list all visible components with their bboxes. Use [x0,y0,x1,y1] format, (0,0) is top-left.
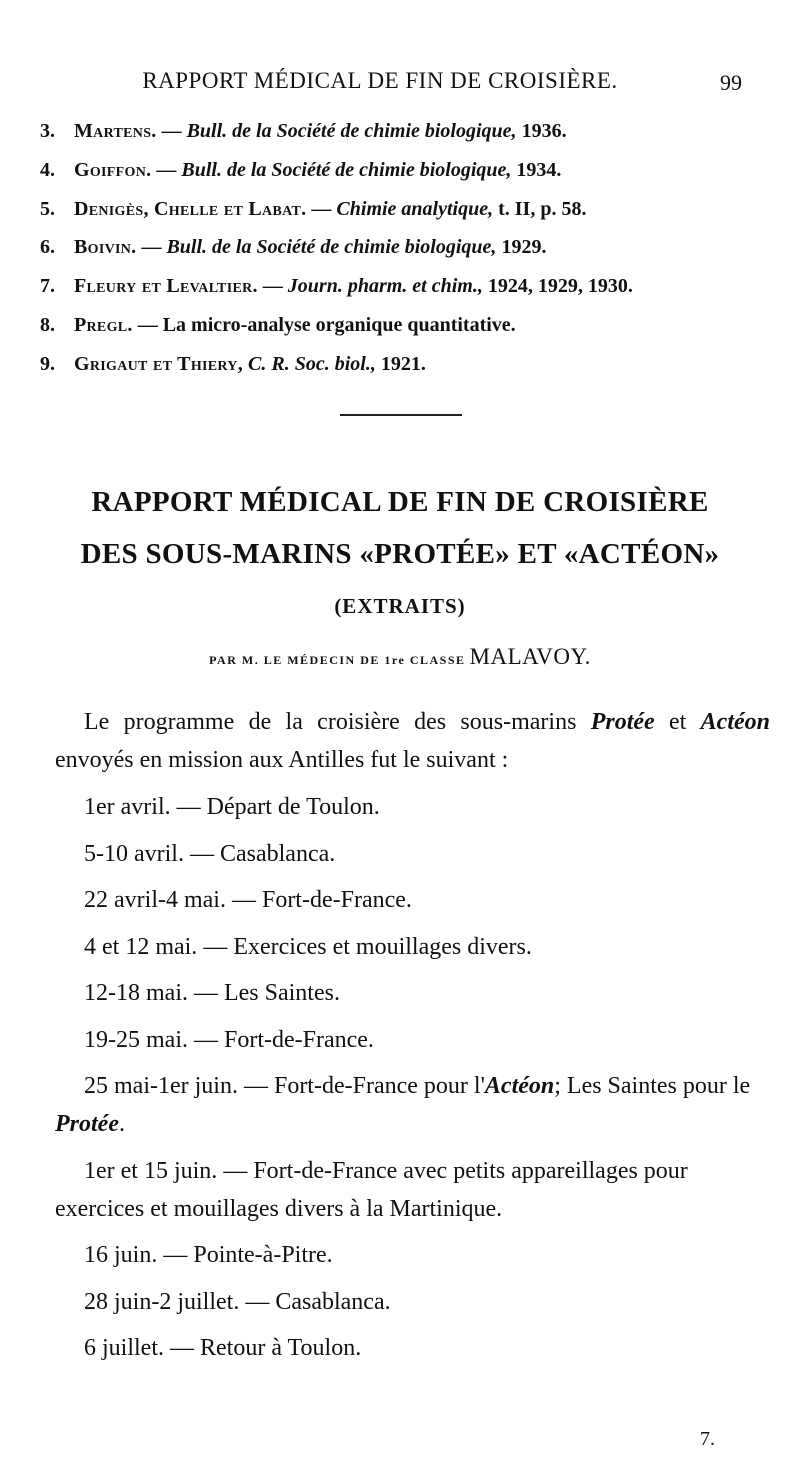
reference-separator: — [151,158,182,181]
reference-item [40,112,780,151]
article-title: RAPPORT MÉDICAL DE FIN DE CROISIÈRE [91,486,709,518]
intro-paragraph [55,703,770,779]
itinerary-date: 28 juin-2 juillet. [84,1288,240,1315]
reference-item [40,267,780,306]
reference-source: Bull. de la Société de chimie biologique, [186,120,517,142]
reference-source: C. R. Soc. biol., [248,352,376,375]
itinerary-entry [55,974,775,1012]
reference-item [40,345,780,384]
reference-source: Journ. pharm. et chim., [287,275,483,298]
itinerary-description: — Retour à Toulon. [164,1335,362,1361]
reference-detail: 1921. [375,352,426,375]
itinerary-entry [55,1283,775,1321]
reference-detail: La micro-analyse organique quantitative. [162,313,516,336]
itinerary-entry [55,1329,775,1367]
reference-authors: Grigaut et Thiery, [74,352,244,375]
itinerary-description: — Casablanca. [183,840,336,867]
itinerary-entry [55,1067,775,1143]
itinerary-description: — Les Saintes. [187,980,340,1006]
reference-detail: 1929. [496,236,547,259]
section-divider [340,414,462,416]
itinerary-date: 22 avril-4 mai. [84,887,226,913]
reference-detail: 1934. [511,158,562,181]
reference-number: 7. [40,275,55,298]
itinerary-description: — Fort-de-France. [187,1026,374,1053]
reference-source: Bull. de la Société de chimie biologique, [181,158,512,181]
reference-separator: — [132,313,163,336]
byline-prefix: PAR M. LE MÉDECIN DE 1re CLASSE [209,653,466,667]
reference-authors: Denigès, Chelle et Labat. [74,197,307,220]
itinerary-date: 12-18 mai. [84,980,188,1006]
itinerary-description: — Fort-de-France avec petits appareillages pour exercices et mouillages divers à la Martinique. [55,1157,688,1222]
reference-source: Chimie analytique, [336,197,494,220]
reference-number: 6. [40,236,55,259]
itinerary-entry [55,1021,775,1059]
reference-separator: — [136,236,167,259]
article-extracts-label: (EXTRAITS) [334,594,466,618]
itinerary-date: 5-10 avril. [84,840,184,867]
reference-separator: — [257,275,288,298]
reference-authors: Fleury et Levaltier. [74,275,258,298]
reference-number: 3. [40,120,55,142]
itinerary-description: . [118,1111,125,1137]
page-number: 99 [720,70,742,95]
reference-separator: — [156,120,187,142]
itinerary-description: — Pointe-à-Pitre. [157,1242,333,1268]
reference-detail: 1924, 1929, 1930. [482,275,633,298]
itinerary-entry [55,1152,775,1228]
itinerary-date: 19-25 mai. [84,1026,188,1053]
byline-author: MALAVOY. [469,644,591,669]
reference-authors: Goiffon. [74,158,152,181]
reference-authors: Martens. [74,120,157,142]
reference-authors: Pregl. [74,313,133,336]
itinerary-date: 4 et 12 mai. [84,933,198,960]
vessel-name: Protée [55,1111,119,1137]
itinerary-description: — Exercices et mouillages divers. [197,933,532,960]
itinerary-date: 25 mai-1er juin. [84,1073,238,1099]
itinerary-description: — Casablanca. [239,1288,391,1315]
itinerary-description: — Départ de Toulon. [170,794,380,820]
itinerary-date: 16 juin. [84,1242,158,1268]
itinerary-entry [55,835,775,873]
article-subtitle: DES SOUS-MARINS «PROTÉE» ET «ACTÉON» [80,538,720,570]
intro-text: et [654,709,701,735]
itinerary-description: — Fort-de-France pour l' [237,1073,485,1099]
reference-item [40,151,780,190]
reference-number: 9. [40,352,55,375]
itinerary-date: 1er et 15 juin. [84,1157,218,1184]
reference-detail: 1936. [516,120,567,142]
reference-separator: — [306,197,337,220]
itinerary-description: — Fort-de-France. [225,887,412,913]
reference-number: 8. [40,313,55,336]
itinerary-date: 6 juillet. [84,1335,164,1361]
vessel-name: Protée [590,709,655,735]
reference-list [40,112,780,384]
reference-source: Bull. de la Société de chimie biologique, [166,236,497,259]
reference-item [40,228,780,267]
itinerary-entry [55,788,775,826]
intro-text: envoyés en mission aux Antilles fut le suivant : [55,747,509,773]
itinerary-entry [55,1236,775,1274]
itinerary-date: 1er avril. [84,794,171,820]
intro-text: Le programme de la croisière des sous-marins [84,709,591,735]
itinerary-list [55,788,775,1376]
reference-number: 5. [40,197,55,220]
itinerary-description: ; Les Saintes pour le [554,1073,751,1099]
itinerary-entry [55,928,775,966]
itinerary-entry [55,881,775,919]
reference-item [40,306,780,345]
reference-number: 4. [40,158,55,181]
byline [150,640,650,677]
vessel-name: Actéon [484,1073,555,1099]
vessel-name: Actéon [700,709,770,735]
reference-item [40,190,780,229]
reference-detail: t. II, p. 58. [493,197,587,220]
signature-mark: 7. [700,1428,715,1450]
running-head: RAPPORT MÉDICAL DE FIN DE CROISIÈRE. [142,68,618,93]
reference-authors: Boivin. [74,236,137,259]
